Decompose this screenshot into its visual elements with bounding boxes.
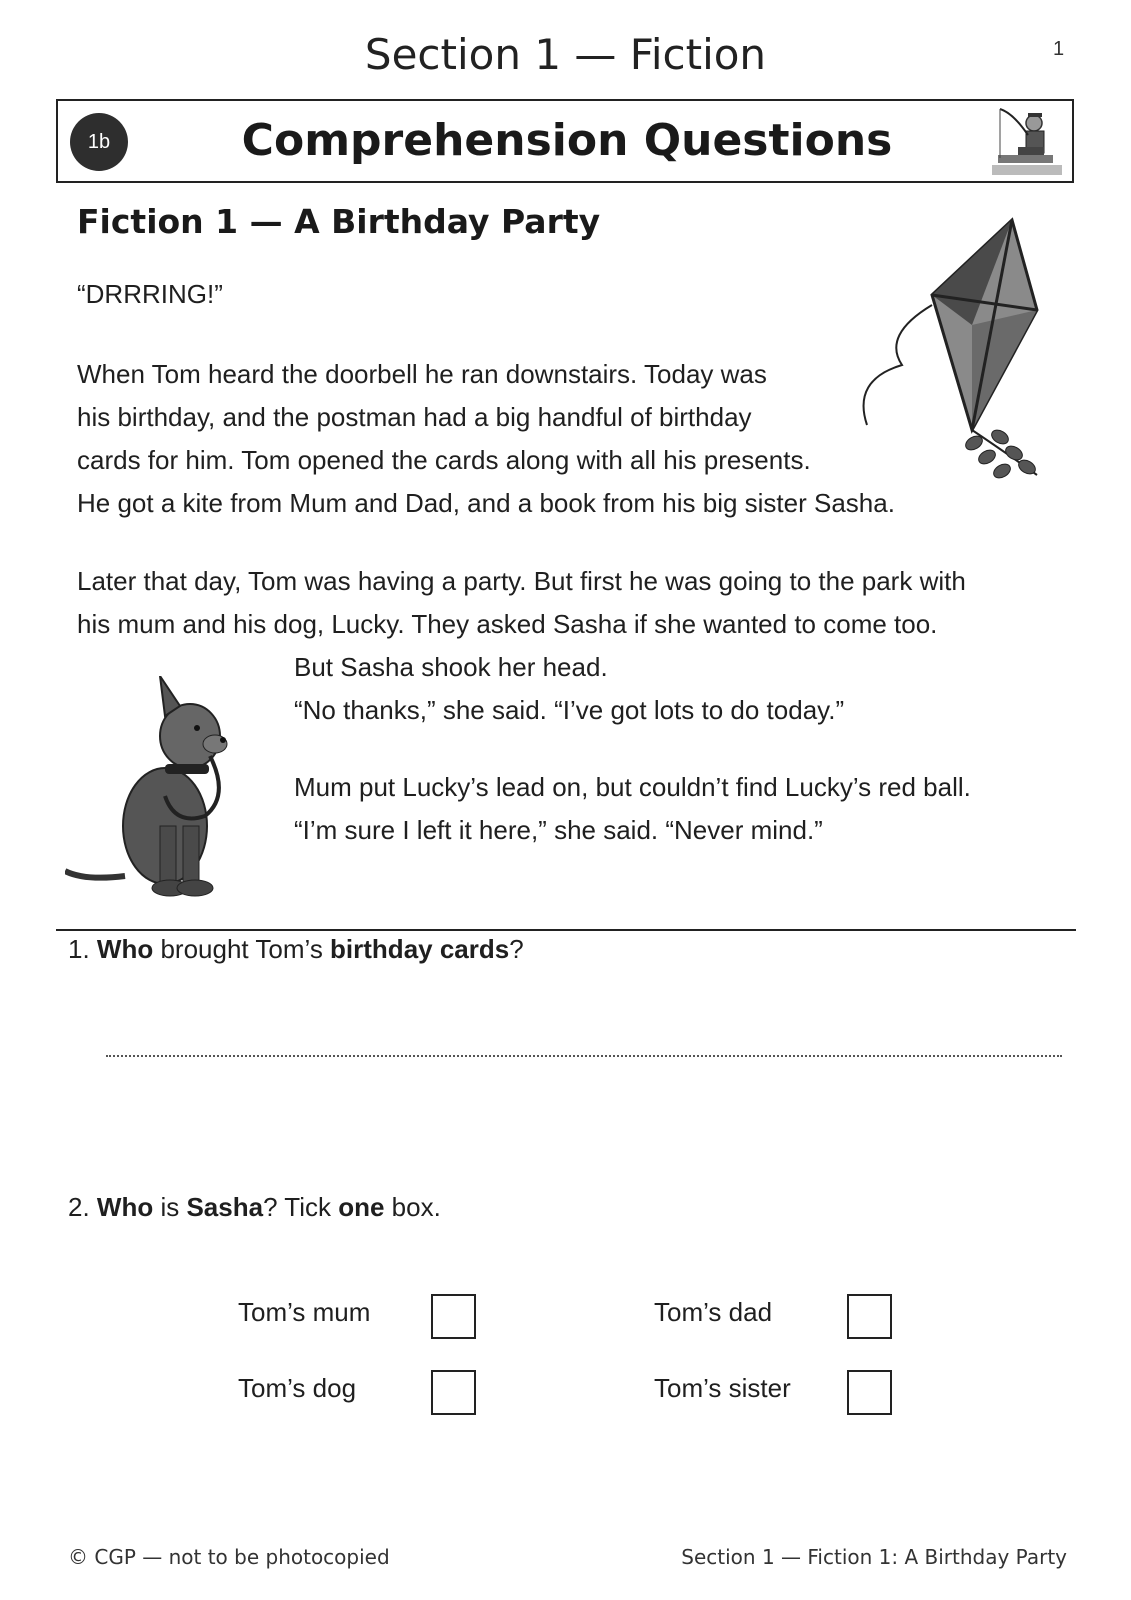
page-number: 1	[1053, 38, 1065, 60]
footer-copyright: © CGP — not to be photocopied	[68, 1545, 390, 1569]
story-line: But Sasha shook her head.	[294, 652, 608, 682]
story-paragraph-3	[77, 560, 966, 646]
story-line: “No thanks,” she said. “I’ve got lots to do today.”	[294, 695, 845, 725]
story-line: his birthday, and the postman had a big handful of birthday	[77, 402, 752, 432]
story-paragraph-1	[77, 273, 223, 316]
story-line: cards for him. Tom opened the cards along with all his presents.	[77, 445, 811, 475]
checkbox-toms-dad[interactable]	[847, 1294, 892, 1339]
story-title: Fiction 1 — A Birthday Party	[77, 202, 601, 241]
story-line: “DRRRING!”	[77, 279, 223, 309]
answer-line[interactable]	[106, 1055, 1062, 1057]
header-banner	[56, 99, 1074, 183]
story-paragraph-4	[294, 646, 844, 732]
footer-section-label: Section 1 — Fiction 1: A Birthday Party	[681, 1545, 1067, 1569]
question-text-bold: Who	[96, 934, 154, 964]
dog-icon	[65, 676, 240, 901]
story-line: Later that day, Tom was having a party. But first he was going to the park with	[77, 566, 966, 596]
question-1	[68, 934, 524, 965]
section-badge: 1b	[70, 113, 128, 171]
question-number: 2.	[68, 1192, 90, 1222]
story-line: his mum and his dog, Lucky. They asked Sasha if she wanted to come too.	[77, 609, 938, 639]
question-2	[68, 1192, 441, 1223]
story-line: When Tom heard the doorbell he ran downstairs. Today was	[77, 359, 767, 389]
question-text-bold: birthday cards	[330, 934, 510, 964]
question-text: box.	[384, 1192, 441, 1222]
question-text-bold: one	[338, 1192, 385, 1222]
story-line: “I’m sure I left it here,” she said. “Never mind.”	[294, 815, 823, 845]
section-divider	[56, 929, 1076, 931]
story-paragraph-2	[77, 353, 895, 525]
story-line: He got a kite from Mum and Dad, and a book from his big sister Sasha.	[77, 488, 895, 518]
option-label-toms-mum: Tom’s mum	[238, 1297, 371, 1327]
checkbox-toms-dog[interactable]	[431, 1370, 476, 1415]
checkbox-toms-mum[interactable]	[431, 1294, 476, 1339]
kite-icon	[862, 215, 1062, 490]
question-text-bold: Who	[96, 1192, 154, 1222]
story-line: Mum put Lucky’s lead on, but couldn’t find Lucky’s red ball.	[294, 772, 971, 802]
question-text: ?	[509, 934, 524, 964]
section-title: Section 1 — Fiction	[364, 30, 767, 79]
page-title: Comprehension Questions	[241, 115, 893, 166]
question-text: brought Tom’s	[153, 934, 331, 964]
question-number: 1.	[68, 934, 90, 964]
story-paragraph-5	[294, 766, 971, 852]
checkbox-toms-sister[interactable]	[847, 1370, 892, 1415]
question-text: is	[153, 1192, 187, 1222]
question-text-bold: Sasha	[186, 1192, 264, 1222]
option-label-toms-sister: Tom’s sister	[654, 1373, 791, 1403]
question-text: ? Tick	[263, 1192, 339, 1222]
option-label-toms-dog: Tom’s dog	[238, 1373, 357, 1403]
option-label-toms-dad: Tom’s dad	[654, 1297, 773, 1327]
fisherman-icon	[988, 103, 1066, 181]
